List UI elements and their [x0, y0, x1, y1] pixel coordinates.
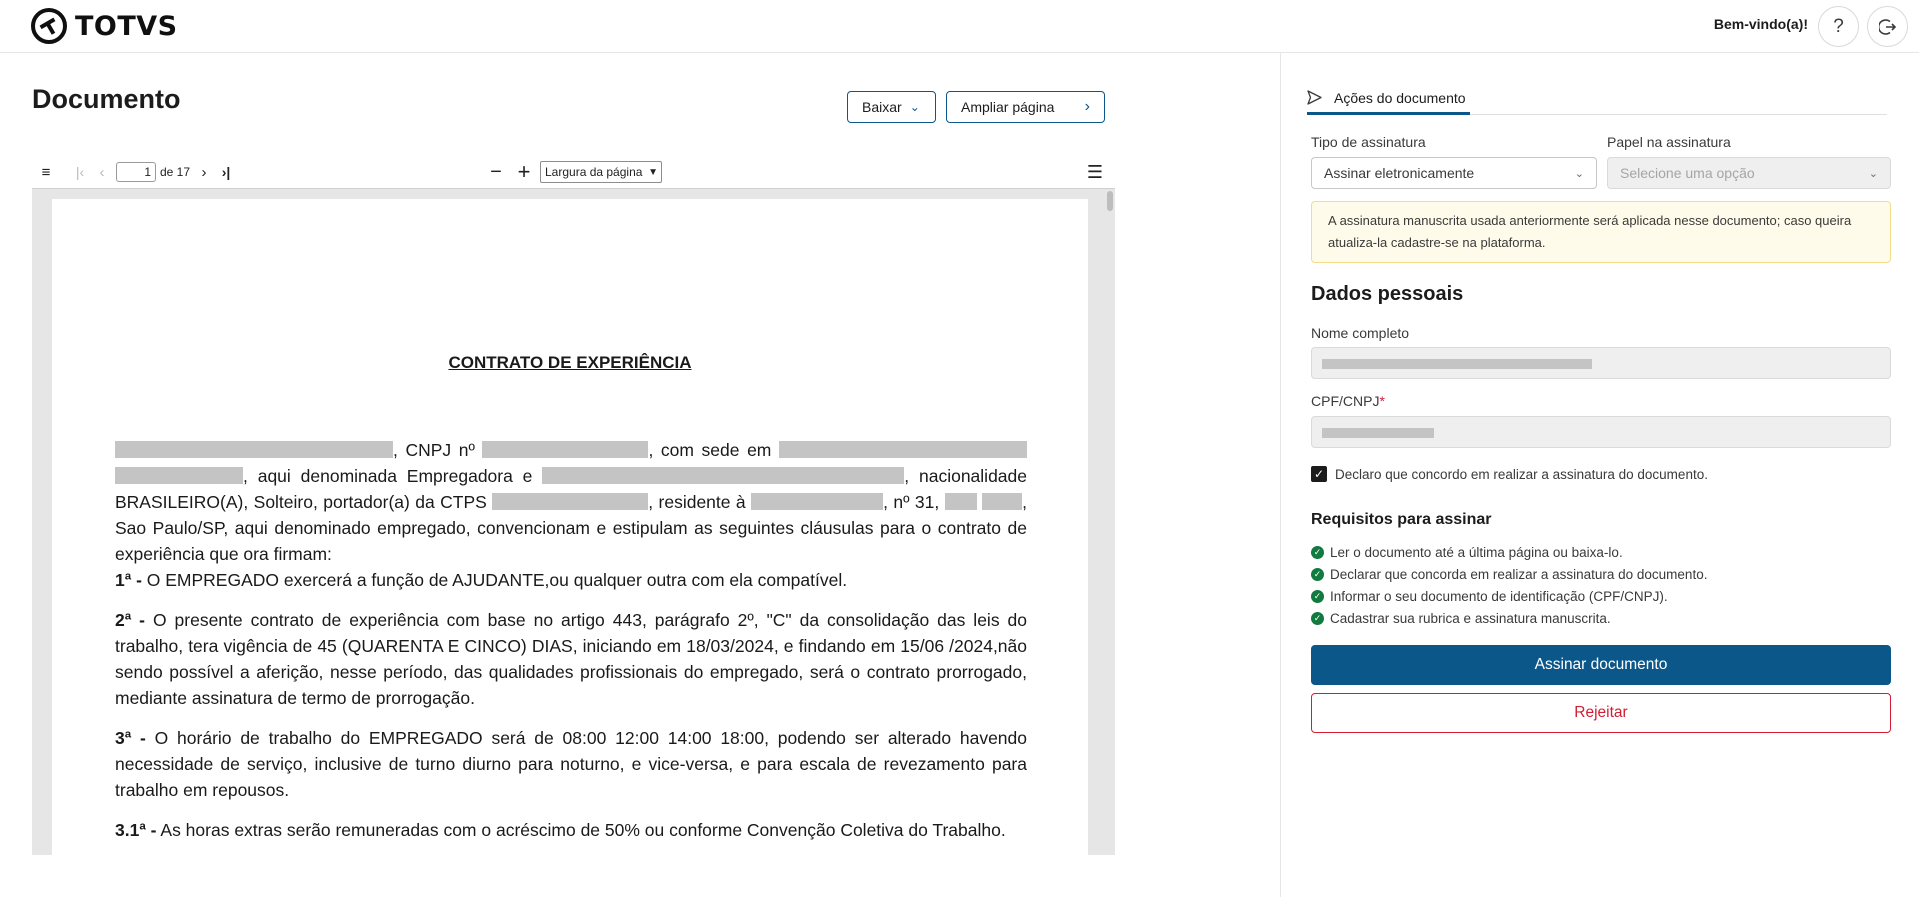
required-mark: *: [1379, 393, 1385, 409]
tab-label: Ações do documento: [1334, 89, 1466, 106]
document-actions-panel: [1280, 53, 1919, 897]
totvs-logo-icon: [31, 8, 67, 44]
check-circle-icon: ✓: [1311, 546, 1324, 559]
redaction: [482, 441, 648, 458]
manuscript-signature-notice: A assinatura manuscrita usada anteriormente será aplicada nesse documento; caso queira atualiza-la cadastre-se na plataforma.: [1311, 201, 1891, 263]
totvs-logo[interactable]: [31, 8, 178, 44]
redaction: [492, 493, 648, 510]
expand-label: Ampliar página: [961, 99, 1055, 115]
pdf-scrollbar[interactable]: [1107, 191, 1113, 211]
download-label: Baixar: [862, 99, 902, 115]
requirement-item: ✓ Cadastrar sua rubrica e assinatura manuscrita.: [1311, 607, 1707, 629]
signature-role-select[interactable]: [1607, 157, 1891, 189]
redaction: [115, 441, 393, 458]
logout-icon: [1879, 18, 1897, 36]
agree-checkbox[interactable]: ✓: [1311, 466, 1327, 482]
redaction: [1322, 428, 1434, 438]
redaction: [542, 467, 904, 484]
hamburger-icon: ☰: [1086, 161, 1104, 182]
check-circle-icon: ✓: [1311, 590, 1324, 603]
signature-type-select[interactable]: [1311, 157, 1597, 189]
previous-page-button[interactable]: [94, 158, 110, 186]
document-clause: 3ª - O horário de trabalho do EMPREGADO será de 08:00 12:00 14:00 18:00, podendo ser alterado havendo necessidade de serviço, inclusive de turno diurno para noturno, e vice-versa, e para escala de revezamento para trabalho em repousos.: [115, 728, 1027, 800]
zoom-select-value: Largura da página: [545, 165, 643, 179]
check-circle-icon: ✓: [1311, 568, 1324, 581]
sign-document-button[interactable]: Assinar documento: [1311, 645, 1891, 685]
pdf-page: [52, 199, 1088, 855]
chevron-left-icon: ‹: [99, 163, 105, 181]
top-bar: [0, 0, 1919, 53]
redaction: [115, 467, 243, 484]
chevron-down-icon: ⌄: [1868, 167, 1878, 180]
zoom-out-button[interactable]: [486, 158, 506, 186]
chevron-right-icon: ›: [201, 163, 207, 181]
requirements-list: [1311, 541, 1707, 629]
chevron-down-icon: ⌄: [909, 100, 920, 114]
panel-tabs: [1307, 83, 1887, 115]
chevron-down-icon: ▼: [648, 166, 658, 178]
question-icon: ?: [1833, 15, 1844, 37]
requirement-item: ✓ Informar o seu documento de identificação (CPF/CNPJ).: [1311, 585, 1707, 607]
agree-checkbox-row[interactable]: [1311, 466, 1708, 482]
signature-role-placeholder: Selecione uma opção: [1620, 165, 1755, 181]
personal-data-title: Dados pessoais: [1311, 283, 1464, 305]
expand-page-button[interactable]: [946, 91, 1105, 123]
full-name-label: Nome completo: [1311, 325, 1410, 341]
requirement-item: ✓ Ler o documento até a última página ou baixa-lo.: [1311, 541, 1707, 563]
pdf-viewport[interactable]: [32, 188, 1115, 855]
redaction: [1322, 359, 1592, 369]
zoom-in-button[interactable]: [514, 158, 534, 186]
document-paragraph: , CNPJ nº , com sede em , aqui denominada Empregadora e , nacionalidade BRASILEIRO(A), Solteiro, portador(a) da CTPS , residente à , nº 31, , Sao Paulo/SP, aqui denominado empregado, convencionam e estipulam as seguintes cláusulas para o contrato de experiência que ora firmam:: [115, 440, 1027, 564]
last-page-button[interactable]: [216, 158, 236, 186]
viewer-menu-button[interactable]: [1084, 158, 1106, 186]
next-page-button[interactable]: [196, 158, 212, 186]
signature-role-label: Papel na assinatura: [1607, 134, 1731, 150]
redaction: [751, 493, 883, 510]
page-count: de 17: [160, 165, 191, 179]
sidebar-toggle-button[interactable]: [36, 158, 56, 186]
redaction: [945, 493, 977, 510]
welcome-text: Bem-vindo(a)!: [1713, 16, 1808, 32]
minus-icon: −: [490, 160, 502, 183]
signature-type-label: Tipo de assinatura: [1311, 134, 1426, 150]
page-number-input[interactable]: 1: [116, 162, 156, 182]
send-icon: [1307, 90, 1322, 105]
tab-document-actions[interactable]: [1307, 83, 1470, 115]
cpf-cnpj-field[interactable]: [1311, 416, 1891, 448]
page-title: Documento: [32, 84, 181, 114]
agree-label: Declaro que concordo em realizar a assinatura do documento.: [1335, 466, 1708, 482]
first-page-button[interactable]: [70, 158, 90, 186]
document-clause: 1ª - O EMPREGADO exercerá a função de AJUDANTE,ou qualquer outra com ela compatível.: [115, 570, 848, 590]
document-body: [115, 437, 1027, 855]
document-title: CONTRATO DE EXPERIÊNCIA: [448, 353, 692, 372]
full-name-field[interactable]: [1311, 347, 1891, 379]
zoom-select[interactable]: [540, 161, 662, 183]
document-clause: 3.1ª - As horas extras serão remuneradas com o acréscimo de 50% ou conforme Convenção Coletiva do Trabalho.: [115, 820, 1006, 840]
chevron-right-icon: ›: [1084, 98, 1090, 115]
cpf-cnpj-label: CPF/CNPJ*: [1311, 393, 1385, 409]
document-clause: 2ª - O presente contrato de experiência com base no artigo 443, parágrafo 2º, "C" da consolidação das leis do trabalho, tera vigência de 45 (QUARENTA E CINCO) DIAS, iniciando em 18/03/2024, e findando em 15/06 /2024,não sendo possível a aferição, nesse período, das qualidades profissionais do empregado, será o contrato prorrogado, mediante assinatura de termo de prorrogação.: [115, 610, 1027, 708]
chevron-down-icon: ⌄: [1574, 167, 1584, 180]
plus-icon: +: [517, 159, 531, 184]
logout-button[interactable]: [1867, 6, 1908, 47]
redaction: [982, 493, 1022, 510]
last-page-icon: ›|: [221, 164, 231, 180]
first-page-icon: |‹: [75, 164, 85, 180]
requirement-item: ✓ Declarar que concorda em realizar a assinatura do documento.: [1311, 563, 1707, 585]
requirements-title: Requisitos para assinar: [1311, 511, 1492, 528]
help-button[interactable]: [1818, 6, 1859, 47]
sidebar-toggle-icon: ≡: [41, 163, 51, 181]
download-button[interactable]: [847, 91, 936, 123]
brand-name: TOTVS: [75, 10, 178, 42]
signature-type-value: Assinar eletronicamente: [1324, 165, 1475, 181]
reject-button[interactable]: Rejeitar: [1311, 693, 1891, 733]
redaction: [779, 441, 1027, 458]
pdf-toolbar: [32, 158, 1115, 188]
check-circle-icon: ✓: [1311, 612, 1324, 625]
